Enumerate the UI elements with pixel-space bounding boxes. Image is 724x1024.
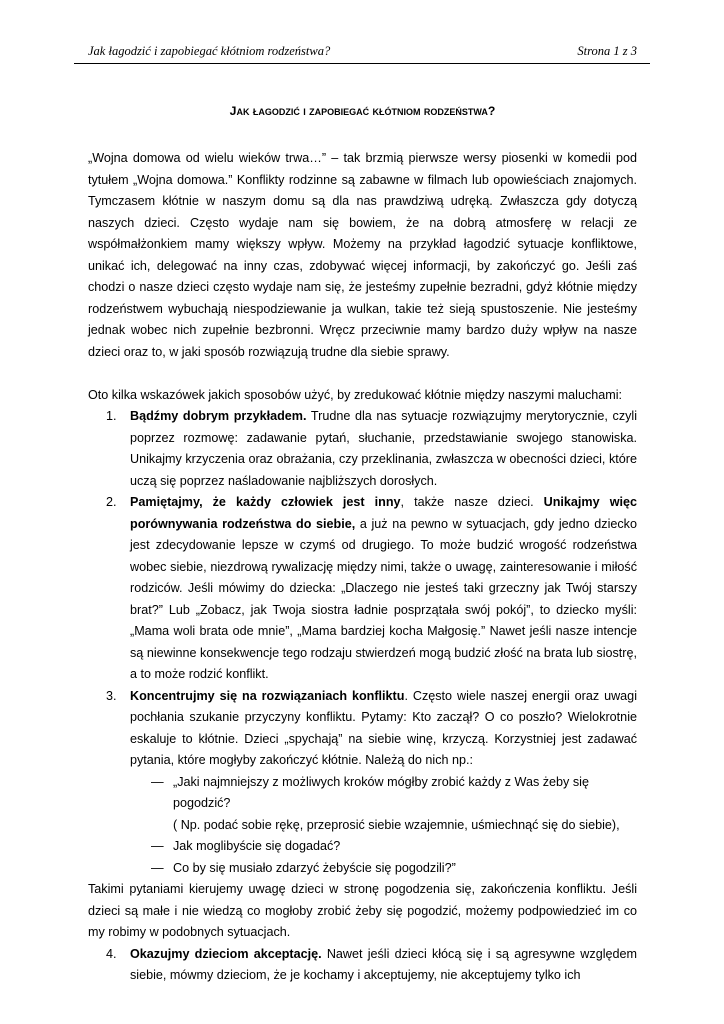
tips-list bbox=[88, 406, 637, 772]
dash-bullet: — bbox=[151, 839, 164, 853]
tip-text: Nawet jeśli dzieci kłócą się i są agresywne względem siebie, mówmy dzieciom, że je kochamy i akceptujemy, nie akceptujemy tylko ich bbox=[130, 946, 638, 982]
tip-heading: Koncentrujmy się na rozwiązaniach konfliktu bbox=[130, 688, 405, 703]
tip-text: Trudne dla nas sytuacje rozwiązujmy merytorycznie, czyli poprzez rozmowę: zadawanie pytań, słuchanie, przedstawianie swojego stanowiska. Unikajmy krzyczenia oraz obrażania, czy przeklinania, zwłaszcza w obecności dzieci, które uczą się poprzez naśladowanie najbliższych dorosłych. bbox=[130, 409, 638, 488]
document-body bbox=[88, 148, 637, 987]
page-header bbox=[88, 44, 637, 64]
tips-list-continued bbox=[88, 944, 637, 987]
list-number: 3. bbox=[106, 688, 117, 703]
question-text: Co by się musiało zdarzyć żebyście się pogodzili?” bbox=[173, 860, 456, 875]
intro-paragraph: „Wojna domowa od wielu wieków trwa…” – tak brzmią pierwsze wersy piosenki w komedii pod tytułem „Wojna domowa.” Konflikty rodzinne są zabawne w filmach lub opowieściach znajomych. Tymczasem kłótnie w naszym domu są dla nas prawdziwą udręką. Zwłaszcza gdy dotyczą naszych dzieci. Często wydaje nam się bowiem, że na dobrą atmosferę w relacji ze współmałżonkiem mamy większy wpływ. Możemy na przykład łagodzić sytuacje konfliktowe, unikać ich, delegować na inny czas, zdobywać więcej informacji, by zakończyć go. Jeśli zaś chodzi o nasze dzieci często wydaje nam się, że jesteśmy zupełnie bezradni, gdyż kłótnie między rodzeństwem wybuchają niespodziewanie ja wulkan, takie też sieją spustoszenie. Nie jesteśmy jednak wobec nich zupełnie bezbronni. Wręcz przeciwnie mamy bardzo duży wpływ na nasze dzieci oraz to, w jaki sposób rozwiązują trudne dla siebie sprawy. bbox=[88, 151, 637, 359]
tip-emphasis: Unikajmy więc porównywania rodzeństwa do siebie, bbox=[130, 495, 637, 531]
tips-intro: Oto kilka wskazówek jakich sposobów użyć, by zredukować kłótnie między naszymi maluchami: bbox=[88, 387, 623, 402]
list-item bbox=[88, 686, 637, 772]
tip-text: . Często wiele naszej energii oraz uwagi pochłania szukanie przyczyny konfliktu. Pytamy: Kto zaczął? O co poszło? Wielokrotnie eskaluje to kłótnie. Dzieci „spychają” na siebie winę, krzyczą. Korzystniej jest zadawać pytania, które mogłyby zakończyć kłótnie. Należą do nich np.: bbox=[130, 688, 637, 767]
tip-text: , także nasze dzieci. bbox=[400, 495, 544, 509]
question-item bbox=[88, 836, 637, 858]
question-text: Jak moglibyście się dogadać? bbox=[173, 839, 341, 853]
header-title: Jak łagodzić i zapobiegać kłótniom rodzeństwa? bbox=[88, 44, 331, 58]
question-continuation: ( Np. podać sobie rękę, przeprosić siebie wzajemnie, uśmiechnąć się do siebie), bbox=[173, 817, 620, 832]
list-number: 2. bbox=[106, 495, 117, 509]
document-title: Jak łagodzić i zapobiegać kłótniom rodzeństwa? bbox=[229, 104, 496, 118]
list-number: 4. bbox=[106, 946, 117, 961]
closing-paragraph: Takimi pytaniami kierujemy uwagę dzieci w stronę pogodzenia się, zakończenia konfliktu. Jeśli dzieci są małe i nie wiedzą co mogłoby zrobić żeby się pogodzić, możemy podpowiedzieć im co my robimy w podobnych sytuacjach. bbox=[88, 882, 637, 939]
dash-bullet: — bbox=[151, 860, 164, 875]
page-number: Strona 1 z 3 bbox=[577, 44, 637, 58]
tip-heading: Pamiętajmy, że każdy człowiek jest inny bbox=[130, 495, 401, 509]
list-item bbox=[88, 492, 637, 686]
tip-heading: Okazujmy dzieciom akceptację. bbox=[130, 946, 322, 961]
list-item bbox=[88, 944, 637, 987]
tip-heading: Bądźmy dobrym przykładem. bbox=[130, 409, 307, 423]
header-divider bbox=[74, 63, 650, 64]
dash-bullet: — bbox=[151, 774, 164, 789]
question-item bbox=[88, 772, 637, 837]
list-item bbox=[88, 406, 637, 492]
question-item bbox=[88, 858, 637, 880]
tip-text: a już na pewno w sytuacjach, gdy jedno dziecko jest zdecydowanie lepsze w czymś od drugiego. To może budzić wrogość rodzeństwa wobec siebie, niezdrową rywalizację między nimi, także o uwagę, zainteresowanie i miłość rodziców. Jeśli mówimy do dziecka: „Dlaczego nie jesteś taki grzeczny jak Twój starszy brat?” Lub „Zobacz, jak Twoja siostra ładnie posprzątała swój pokój”, to dziecko myśli: „Mama woli brata ode mnie”, „Mama bardziej kocha Małgosię.” Nawet jeśli nasze intencje są niewinne konsekwencje tego rodzaju stwierdzeń mogą budzić złość na brata lub siostrę, a to może rodzić konflikt. bbox=[130, 516, 637, 681]
list-number: 1. bbox=[106, 409, 117, 423]
questions-list bbox=[88, 772, 637, 880]
question-text: „Jaki najmniejszy z możliwych kroków mógłby zrobić każdy z Was żeby się pogodzić? bbox=[173, 774, 589, 810]
